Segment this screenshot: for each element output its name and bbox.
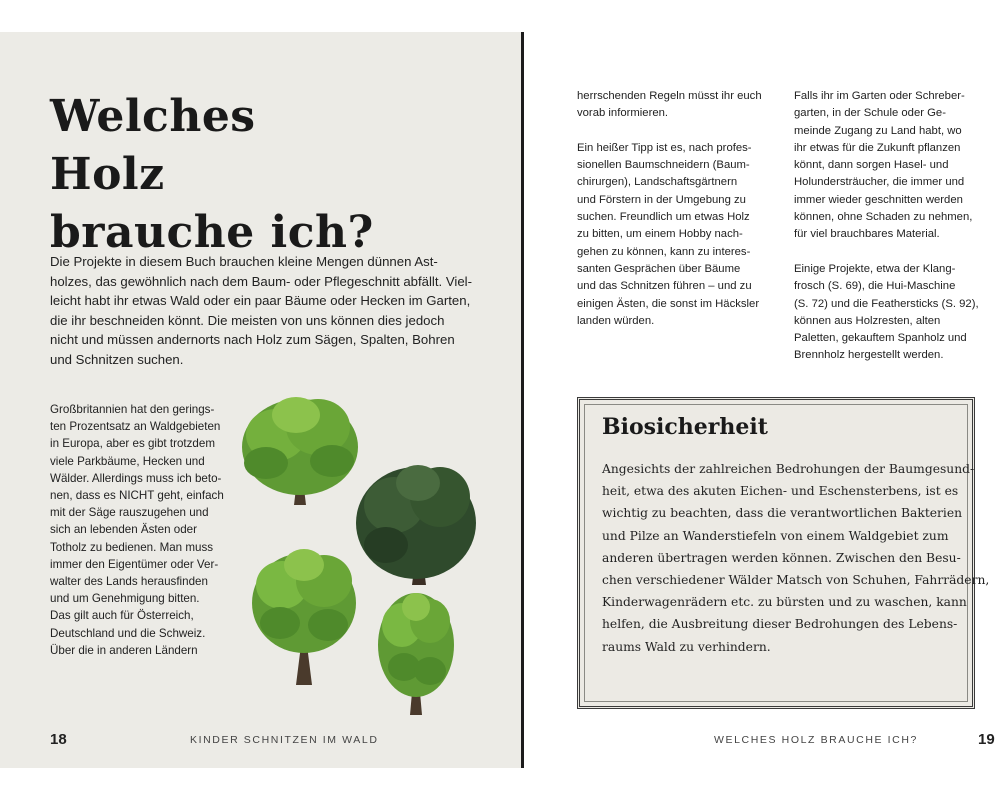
text-line: und das Schnitzen führen – und zu (577, 280, 752, 293)
text-line: meinde Zugang zu Land habt, wo (794, 124, 962, 137)
text-line: Wälder. Allerdings muss ich beto- (50, 471, 222, 485)
text-line: walter des Lands herausfinden (50, 575, 208, 589)
running-head-left: KINDER SCHNITZEN IM WALD (190, 734, 379, 746)
text-line: helfen, die Ausbreitung dieser Bedrohungen des Lebens- (602, 617, 958, 632)
text-line: ihr etwas für die Zukunft pflanzen (794, 141, 961, 154)
text-line: und um Genehmigung bitten. (50, 592, 200, 606)
text-line: könnt, dann sorgen Hasel- und (794, 159, 949, 172)
text-line: heit, etwa des akuten Eichen- und Eschensterbens, ist es (602, 484, 959, 499)
text-line: leicht habt ihr etwas Wald oder ein paar Bäume oder Hecken im Garten, (50, 293, 471, 309)
text-line: einigen Ästen, die sonst im Häcksler (577, 297, 760, 310)
text-line: herrschenden Regeln müsst ihr euch (577, 90, 762, 102)
text-line: Über die in anderen Ländern (50, 643, 198, 657)
text-line: vorab informieren. (577, 107, 669, 120)
text-line: Die Projekte in diesem Buch brauchen kleine Mengen dünnen Ast- (50, 254, 438, 269)
text-column-2 (794, 88, 979, 382)
text-line: gehen zu können, kann zu interes- (577, 245, 751, 258)
tree-3-icon (252, 549, 356, 685)
title-line: brauche ich? (50, 207, 374, 258)
text-line: santen Gesprächen über Bäume (577, 262, 741, 275)
text-line: landen würden. (577, 314, 655, 327)
page-number-left: 18 (50, 731, 67, 748)
paragraph (794, 88, 974, 244)
text-line: mit der Säge rauszugehen und (50, 506, 209, 520)
text-line: Totholz zu bedienen. Man muss (50, 540, 214, 554)
text-line: und Pilze an Wanderstiefeln von einem Waldgebiet zum (602, 528, 949, 543)
text-line: in Europa, aber es gibt trotzdem (50, 437, 215, 451)
tree-illustration (236, 385, 486, 725)
tree-2-icon (356, 465, 476, 585)
text-line: nicht und müssen andernorts nach Holz zum Sägen, Spalten, Bohren (50, 332, 455, 348)
text-line: Deutschland und die Schweiz. (50, 626, 206, 640)
page-title (50, 88, 380, 262)
text-line: raums Wald zu verhindern. (602, 639, 771, 654)
text-line: viele Parkbäume, Hecken und (50, 454, 205, 468)
text-line: chen verschiedener Wälder Matsch von Schuhen, Fahrrädern, (602, 573, 990, 588)
text-line: frosch (S. 69), die Hui-Maschine (794, 280, 956, 293)
text-line: (S. 72) und die Feathersticks (S. 92), (794, 297, 979, 310)
paragraph (577, 140, 777, 330)
box-text (602, 458, 990, 658)
text-line: Brennholz hergestellt werden. (794, 349, 944, 362)
text-line: Angesichts der zahlreichen Bedrohungen der Baumgesund- (602, 462, 975, 476)
intro-paragraph (50, 252, 475, 370)
text-line: Kinderwagenrädern etc. zu bürsten und zu waschen, kann (602, 595, 967, 610)
side-paragraph (50, 401, 250, 659)
box-title: Biosicherheit (602, 414, 768, 440)
tree-1-icon (242, 397, 358, 505)
text-line: die ihr beschneiden könnt. Die meisten von uns können dies jedoch (50, 312, 445, 328)
text-line: Ein heißer Tipp ist es, nach profes- (577, 141, 752, 154)
text-line: Das gilt auch für Österreich, (50, 609, 194, 623)
text-column-1 (577, 88, 777, 347)
text-line: Großbritannien hat den gerings- (50, 403, 215, 416)
text-line: sich an lebenden Ästen oder (50, 523, 197, 537)
text-line: Paletten, gekauftem Spanholz und (794, 332, 967, 345)
tree-4-icon (378, 593, 454, 715)
text-line: immer wieder geschnitten werden (794, 193, 963, 206)
page-number-right: 19 (978, 731, 995, 748)
text-line: können aus Holzresten, alten (794, 314, 941, 327)
text-line: anderen übertragen werden können. Zwischen den Besu- (602, 550, 961, 565)
paragraph (577, 88, 777, 123)
text-line: wichtig zu beachten, dass die verantwortlichen Bakterien (602, 506, 963, 521)
text-line: chirurgen), Landschaftsgärtnern (577, 176, 738, 189)
text-line: immer den Eigentümer oder Ver- (50, 557, 219, 571)
text-line: Holundersträucher, die immer und (794, 176, 965, 189)
text-line: nen, dass es NICHT geht, einfach (50, 489, 224, 503)
text-line: Einige Projekte, etwa der Klang- (794, 262, 956, 275)
text-line: holzes, das gewöhnlich nach dem Baum- oder Pflegeschnitt abfällt. Viel- (50, 273, 472, 289)
text-line: Falls ihr im Garten oder Schreber- (794, 90, 965, 102)
text-line: können, ohne Schaden zu nehmen, (794, 211, 973, 224)
text-line: sionellen Baumschneidern (Baum- (577, 159, 750, 172)
text-line: zu bitten, um einem Hobby nach- (577, 228, 743, 241)
paragraph (794, 261, 979, 365)
text-line: garten, in der Schule oder Ge- (794, 107, 946, 120)
text-line: und Förstern in der Umgebung zu (577, 193, 746, 206)
running-head-right: WELCHES HOLZ BRAUCHE ICH? (714, 734, 918, 746)
text-line: und Schnitzen suchen. (50, 351, 184, 367)
text-line: suchen. Freundlich um etwas Holz (577, 211, 750, 224)
text-line: ten Prozentsatz an Waldgebieten (50, 420, 221, 434)
title-line: Welches Holz (50, 91, 256, 200)
text-line: für viel brauchbares Material. (794, 228, 940, 241)
